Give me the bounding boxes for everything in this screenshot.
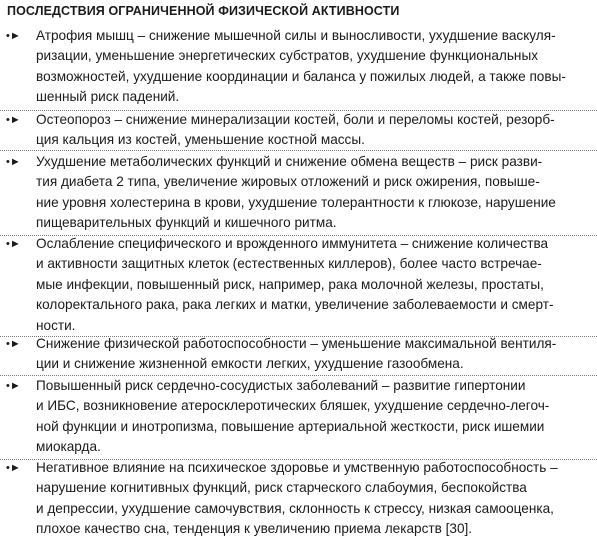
list-item-cardiovascular [0,376,597,460]
list-item-physical-capacity [0,334,597,376]
text-line: ной функции и инотропизма, повышение артериальной жесткости, риск ишемии [36,418,545,434]
bullet-arrow-icon: •► [6,156,21,168]
bullet-arrow-icon: •► [6,238,21,250]
text-line: плохое качество сна, тенденция к увеличению приема лекарств [30]. [36,521,473,537]
text-line: Остеопороз – снижение минерализации костей, боли и переломы костей, резорб- [36,112,555,127]
text-line: шенный риск падений. [36,89,180,105]
list-item-immunity [0,234,597,337]
list-item-mental-health [0,458,597,541]
bullet-arrow-icon: •► [6,114,21,126]
text-line: ции и снижение жизненной емкости легких, ухудшение газообмена. [36,356,464,372]
list-item-text [36,458,558,540]
text-line: ризации, уменьшение энергетических субстратов, ухудшение функциональных [36,48,539,64]
text-line: ние уровня холестерина в крови, ухудшение толерантности к глюкозе, нарушение [36,194,556,210]
section-title: ПОСЛЕДСТВИЯ ОГРАНИЧЕННОЙ ФИЗИЧЕСКОЙ АКТИВНОСТИ [7,4,400,18]
text-line: и ИБС, возникновение атеросклеротических бляшек, ухудшение сердечно-легоч- [36,398,550,414]
list-item-metabolic [0,152,597,236]
text-line: Негативное влияние на психическое здоровье и умственную работоспособность – [36,460,558,475]
text-line: ция кальция из костей, уменьшение костной массы. [36,132,365,148]
text-line: Ослабление специфического и врожденного иммунитета – снижение количества [36,236,549,251]
bullet-arrow-icon: •► [6,380,21,392]
bullet-arrow-icon: •► [6,338,21,350]
text-line: пищеварительных функций и кишечного ритма. [36,215,337,231]
text-line: Ухудшение метаболических функций и снижение обмена веществ – риск разви- [36,154,543,169]
text-line: нарушение когнитивных функций, риск старческого слабоумия, беспокойства [36,480,527,496]
list-item-osteoporosis [0,110,597,151]
text-line: Снижение физической работоспособности – уменьшение максимальной вентиля- [36,336,557,351]
list-item-text [36,152,556,234]
text-line: Повышенный риск сердечно-сосудистых заболеваний – развитие гипертонии [36,378,526,393]
text-line: ности. [36,317,76,333]
text-line: и активности защитных клеток (естественных киллеров), более часто встречае- [36,256,542,272]
text-line: Атрофия мышц – снижение мышечной силы и выносливости, ухудшение васкуля- [36,28,556,43]
text-line: колоректального рака, рака легких и матки, увеличение заболеваемости и смерт- [36,297,554,313]
text-line: и депрессии, ухудшение самочувствия, склонность к стрессу, низкая самооценка, [36,500,554,516]
list-item-muscle-atrophy [0,26,597,111]
list-item-text [36,110,555,151]
bullet-arrow-icon: •► [6,462,21,474]
text-line: миокарда. [36,439,101,455]
bullet-arrow-icon: •► [6,30,21,42]
text-line: возможностей, ухудшение координации и баланса у пожилых людей, а также повы- [36,68,566,84]
text-line: мые инфекции, повышенный риск, например, рака молочной железы, простаты, [36,276,544,292]
list-item-text [36,234,553,336]
list-item-text [36,26,566,108]
list-item-text [36,376,549,458]
text-line: тия диабета 2 типа, увеличение жировых отложений и риск ожирения, повыше- [36,174,540,190]
list-item-text [36,334,556,375]
